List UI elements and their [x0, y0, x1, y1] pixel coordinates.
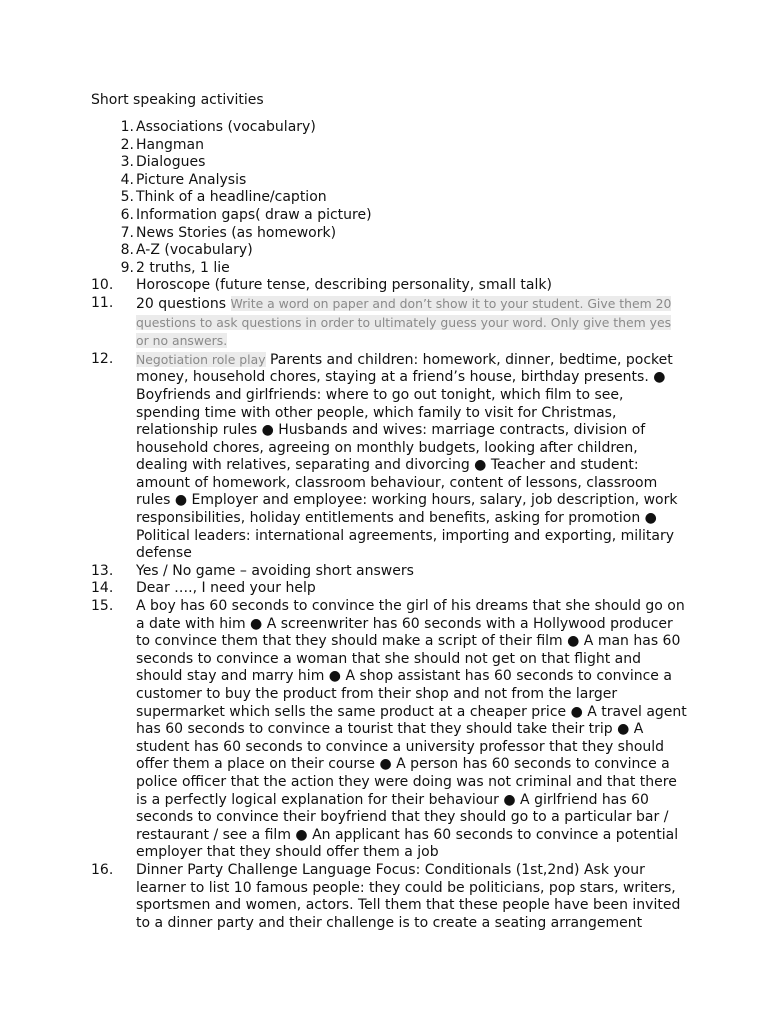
list-item: [91, 277, 687, 295]
item-number: 15.: [91, 598, 114, 615]
list-item: [91, 580, 687, 598]
list-item: [91, 598, 687, 862]
list-item: [91, 862, 687, 932]
item-text: A boy has 60 seconds to convince the girl of his dreams that she should go on a date with him ● A screenwriter has 60 seconds with a Hollywood producer to convince them that they should make a script of their film ● A man has 60 seconds to convince a woman that she should not get on that flight and should stay and marry him ● A shop assistant has 60 seconds to convince a customer to buy the product from their shop and not from the larger supermarket which sells the same product at a cheaper price ● A travel agent has 60 seconds to convince a tourist that they should take their trip ● A student has 60 seconds to convince a university professor that they should offer them a place on their course ● A person has 60 seconds to convince a police officer that the action they were doing was not criminal and that there is a perfectly logical explanation for their behaviour ● A girlfriend has 60 seconds to convince their boyfriend that they should go to a particular bar / restaurant / see a film ● An applicant has 60 seconds to convince a potential employer that they should offer them a job: [136, 598, 687, 861]
item-number: 3.: [120, 154, 134, 171]
item-text: Picture Analysis: [136, 171, 247, 188]
item-number: 16.: [91, 861, 114, 878]
item-text: Horoscope (future tense, describing personality, small talk): [136, 277, 552, 294]
item-number: 11.: [91, 294, 114, 311]
list-item: [91, 172, 687, 190]
item-text: Parents and children: homework, dinner, bedtime, pocket money, household chores, staying at a friend’s house, birthday presents. ● Boyfriends and girlfriends: where to go out tonight, which film to see, spending time with other people, which family to visit for Christmas, relationship rules ● Husbands and wives: marriage contracts, division of household chores, agreeing on monthly budgets, looking after children, dealing with relatives, separating and divorcing ● Teacher and student: amount of homework, classroom behaviour, content of lessons, classroom rules ● Employer and employee: working hours, salary, job description, work responsibilities, holiday entitlements and benefits, asking for promotion ● Political leaders: international agreements, importing and exporting, military defense: [136, 351, 678, 562]
item-text: Hangman: [136, 136, 204, 153]
item-text: Associations (vocabulary): [136, 119, 316, 135]
list-item: [91, 137, 687, 155]
list-item: [91, 351, 687, 563]
list-item: [91, 119, 687, 137]
item-number: 10.: [91, 277, 114, 294]
item-text: Dinner Party Challenge Language Focus: Conditionals (1st,2nd) Ask your learner to list 10 famous people: they could be politicians, pop stars, writers, sportsmen and women, actors. Tell them that these people have been invited to a dinner party and their challenge is to create a seating arrangement: [136, 861, 681, 931]
item-number: 6.: [120, 206, 134, 223]
item-number: 8.: [120, 242, 134, 259]
item-text: Dear …., I need your help: [136, 580, 316, 597]
list-item: [91, 154, 687, 172]
item-text: Think of a headline/caption: [136, 189, 327, 206]
list-item: [91, 260, 687, 278]
item-text: Information gaps( draw a picture): [136, 206, 372, 223]
comment-note: Write a word on paper and don’t show it to your student. Give them 20 questions to ask questions in order to ultimately guess your word. Only give them yes or no answers.: [136, 295, 672, 349]
activity-list: [91, 119, 687, 932]
list-item: [91, 295, 687, 351]
list-item: [91, 563, 687, 581]
item-text: Dialogues: [136, 154, 206, 171]
item-text: Yes / No game – avoiding short answers: [136, 562, 414, 579]
item-number: 5.: [120, 189, 134, 206]
list-item: [91, 189, 687, 207]
item-text: A-Z (vocabulary): [136, 242, 253, 259]
item-number: 9.: [120, 259, 134, 276]
list-item: [91, 207, 687, 225]
item-number: 4.: [120, 171, 134, 188]
item-text: News Stories (as homework): [136, 224, 337, 241]
item-number: 14.: [91, 580, 114, 597]
item-text: 2 truths, 1 lie: [136, 259, 230, 276]
item-number: 2.: [120, 136, 134, 153]
list-item: [91, 225, 687, 243]
list-item: [91, 242, 687, 260]
item-number: 12.: [91, 350, 114, 367]
item-number: 1.: [120, 119, 134, 135]
highlighted-label: Negotiation role play: [136, 351, 266, 367]
item-number: 13.: [91, 562, 114, 579]
item-text: 20 questions: [136, 295, 231, 312]
page-title: Short speaking activities: [91, 92, 264, 108]
item-number: 7.: [120, 224, 134, 241]
